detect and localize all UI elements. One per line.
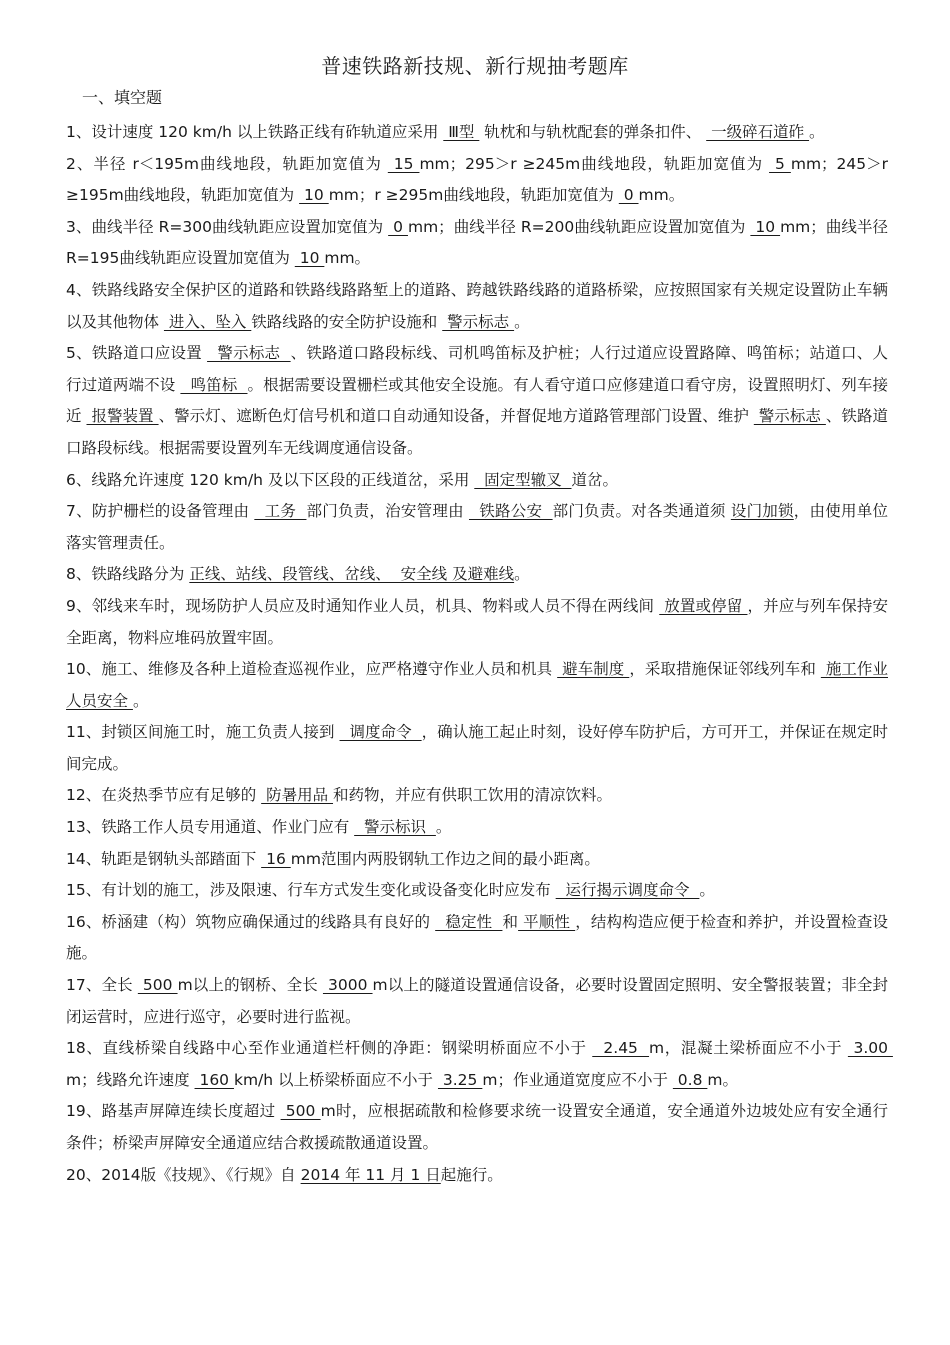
answer-blank: 警示标志 — [753, 407, 826, 426]
answer-blank: 警示标志 — [442, 312, 515, 331]
answer-blank: 3.25 — [437, 1070, 483, 1089]
answer-blank: 调度命令 — [339, 723, 422, 742]
answer-blank: 2.45 — [592, 1039, 650, 1058]
answer-blank: 警示标志 — [207, 344, 291, 363]
question-text: 。根据需要设置栅栏或其他安全设施。有人看守道口应修建道口看守房，设置照明灯、列车接近 — [66, 375, 888, 426]
question-text: 14、轨距是钢轨头部踏面下 — [66, 849, 262, 868]
question-text: 道岔。 — [571, 470, 619, 489]
answer-blank: 避车制度 — [557, 660, 630, 679]
question-text: 起施行。 — [440, 1165, 503, 1184]
answer-blank: 500 — [280, 1102, 321, 1121]
answer-blank: 运行揭示调度命令 — [555, 881, 700, 900]
answer-blank: 放置或停留 — [659, 596, 748, 615]
answer-blank: 160 — [194, 1070, 234, 1089]
question-text: ，采取措施保证邻线列车和 — [629, 660, 821, 679]
question-text: 和 — [502, 912, 519, 931]
question-text: 。 — [809, 123, 825, 141]
answer-blank: 10 — [299, 186, 329, 205]
question-text: 铁路线路的安全防护设施和 — [251, 312, 443, 331]
answer-blank: 16 — [261, 849, 291, 868]
answer-blank: 进入、坠入 — [163, 312, 252, 331]
question-text: m以上的钢桥、全长 — [177, 976, 323, 995]
answer-blank: 警示标识 — [354, 818, 436, 837]
question-5 — [66, 338, 888, 464]
question-text: 。 — [435, 818, 452, 837]
question-text: mm；245＞r ≥195m曲线地段，轨距加宽值为 — [66, 154, 893, 205]
question-19 — [66, 1096, 888, 1159]
question-text: 。 — [699, 881, 715, 900]
answer-blank: 0 — [388, 217, 408, 236]
question-text: 12、在炎热季节应有足够的 — [66, 786, 262, 805]
question-text: km/h 以上桥梁桥面应不小于 — [233, 1070, 438, 1089]
question-2 — [66, 149, 893, 212]
question-8 — [66, 559, 888, 591]
answer-blank: 正线、站线、段管线、岔线、 安全线 及避难线 — [189, 565, 515, 584]
question-list — [66, 117, 893, 1191]
question-text: ，确认施工起止时刻，设好停车防护后，方可开工，并保证在规定时间完成。 — [66, 723, 888, 773]
answer-blank: 3000 — [322, 976, 373, 995]
question-text: mm。 — [324, 249, 371, 268]
question-20 — [66, 1160, 888, 1192]
question-text: m以上的隧道设置通信设备，必要时设置固定照明、安全警报装置；非全封闭运营时，应进行巡守，必要时进行监视。 — [66, 976, 888, 1026]
question-text: 6、线路允许速度 120 km/h 及以下区段的正线道岔，采用 — [66, 470, 475, 489]
question-15 — [66, 875, 888, 907]
question-text: mm；曲线半径 R=200曲线轨距应设置加宽值为 — [407, 217, 751, 236]
question-text: 2、半径 r＜195m曲线地段，轨距加宽值为 — [66, 154, 388, 173]
question-text: 。 — [132, 691, 149, 710]
question-text: 轨枕和与轨枕配套的弹条扣件、 — [479, 123, 707, 141]
question-text: ，由使用单位落实管理责任。 — [66, 502, 888, 552]
question-4 — [66, 275, 888, 338]
question-text: m；作业通道宽度应不小于 — [482, 1070, 673, 1089]
question-text: 。 — [514, 312, 530, 331]
answer-blank: 鸣笛标 — [180, 375, 248, 394]
question-text: 8、铁路线路分为 — [66, 565, 190, 584]
question-3 — [66, 212, 893, 275]
answer-blank: 设门加锁 — [730, 502, 794, 521]
answer-blank: 施工作业人员安全 — [66, 660, 888, 710]
answer-blank: 10 — [294, 249, 325, 268]
question-text: 20、2014版《技规》、《行规》自 — [66, 1165, 301, 1184]
question-text: mm；r ≥295m曲线地段，轨距加宽值为 — [328, 186, 619, 205]
question-text: 13、铁路工作人员专用通道、作业门应有 — [66, 818, 355, 837]
question-6 — [66, 465, 888, 497]
question-1 — [66, 117, 888, 149]
question-17 — [66, 970, 888, 1033]
answer-blank: 3.00 — [847, 1039, 893, 1058]
answer-blank: 工务 — [254, 502, 307, 521]
question-text: m。 — [707, 1070, 738, 1089]
answer-blank: 稳定性 — [435, 912, 503, 931]
question-10 — [66, 654, 888, 717]
question-text: 17、全长 — [66, 976, 138, 995]
question-text: m；线路允许速度 — [66, 1070, 195, 1089]
question-text: 19、路基声屏障连续长度超过 — [66, 1102, 281, 1121]
question-12 — [66, 780, 888, 812]
question-text: 18、直线桥梁自线路中心至作业通道栏杆侧的净距：钢梁明桥面应不小于 — [66, 1039, 593, 1058]
question-text: 部门负责，治安管理由 — [306, 502, 469, 521]
question-text: 3、曲线半径 R=300曲线轨距应设置加宽值为 — [66, 217, 389, 236]
question-text: 10、施工、维修及各种上道检查巡视作业，应严格遵守作业人员和机具 — [66, 660, 558, 679]
question-text: ，并应与列车保持安全距离，物料应堆码放置牢固。 — [66, 596, 888, 647]
answer-blank: 10 — [750, 217, 781, 236]
answer-blank: 0 — [618, 186, 639, 205]
question-text: 和药物，并应有供职工饮用的清凉饮料。 — [333, 786, 613, 805]
answer-blank: 铁路公安 — [468, 502, 553, 521]
question-text: 15、有计划的施工，涉及限速、行车方式发生变化或设备变化时应发布 — [66, 881, 556, 900]
section-heading: 一、填空题 — [82, 88, 163, 107]
question-text: m，混凝土梁桥面应不小于 — [649, 1039, 848, 1058]
question-text: 9、邻线来车时，现场防护人员应及时通知作业人员，机具、物料或人员不得在两线间 — [66, 596, 660, 615]
question-text: 1、设计速度 120 km/h 以上铁路正线有砟轨道应采用 — [66, 123, 444, 141]
answer-blank: Ⅲ型 — [443, 123, 480, 141]
question-text: 、警示灯、遮断色灯信号机和道口自动通知设备，并督促地方道路管理部门设置、维护 — [158, 407, 754, 426]
answer-blank: 防暑用品 — [261, 786, 334, 805]
answer-blank: 固定型辙叉 — [474, 470, 572, 489]
question-text: ，结构构造应便于检查和养护，并设置检查设施。 — [66, 912, 888, 963]
question-text: mm；295＞r ≥245m曲线地段，轨距加宽值为 — [419, 154, 770, 173]
question-text: mm。 — [638, 186, 685, 205]
question-text: 7、防护栅栏的设备管理由 — [66, 502, 255, 521]
question-11 — [66, 717, 888, 780]
question-text: 、铁路道口路段标线、司机鸣笛标及护桩；人行过道应设置路障、鸣笛标；站道口、人行过道两端不设 — [66, 344, 888, 394]
question-text: m时，应根据疏散和检修要求统一设置安全通道，安全通道外边坡处应有安全通行条件；桥梁声屏障安全通道应结合救援疏散通道设置。 — [66, 1102, 888, 1152]
answer-blank: 报警装置 — [86, 407, 159, 426]
question-text: 、铁路道口路段标线。根据需要设置列车无线调度通信设备。 — [66, 407, 888, 457]
answer-blank: 一级碎石道砟 — [706, 123, 810, 141]
answer-blank: 15 — [387, 154, 420, 173]
question-text: 4、铁路线路安全保护区的道路和铁路线路路堑上的道路、跨越铁路线路的道路桥梁，应按照国家有关规定设置防止车辆以及其他物体 — [66, 280, 888, 331]
question-text: 11、封锁区间施工时，施工负责人接到 — [66, 723, 340, 742]
answer-blank: 平顺性 — [518, 912, 576, 931]
answer-blank: 2014 年 11 月 1 日 — [300, 1165, 441, 1184]
question-18 — [66, 1033, 893, 1096]
answer-blank: 5 — [769, 154, 791, 173]
question-13 — [66, 812, 888, 844]
question-text: 。 — [514, 565, 530, 584]
document-title: 普速铁路新技规、新行规抽考题库 — [321, 54, 629, 78]
question-9 — [66, 591, 888, 654]
question-text: 部门负责。对各类通道须 — [552, 502, 731, 521]
question-14 — [66, 844, 888, 876]
question-text: 16、桥涵建（构）筑物应确保通过的线路具有良好的 — [66, 912, 436, 931]
question-text: mm；曲线半径 R=195曲线轨距应设置加宽值为 — [66, 217, 893, 268]
question-16 — [66, 907, 888, 970]
answer-blank: 0.8 — [672, 1070, 708, 1089]
question-7 — [66, 496, 888, 559]
answer-blank: 500 — [137, 976, 178, 995]
question-text: 5、铁路道口应设置 — [66, 344, 208, 363]
question-text: mm范围内两股钢轨工作边之间的最小距离。 — [290, 849, 600, 868]
